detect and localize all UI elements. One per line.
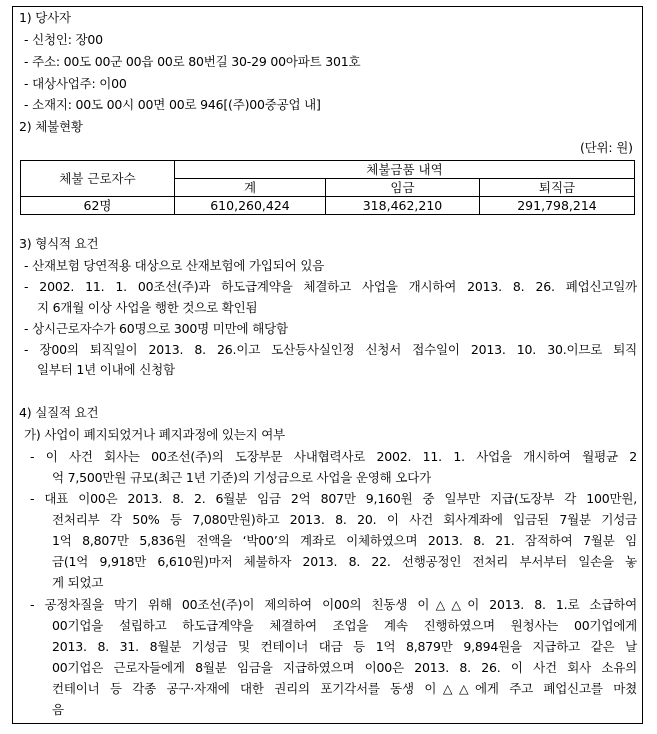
employer-line: - 대상사업주: 이00 [24, 76, 127, 91]
substantive-p3-line-6: 음 [52, 702, 64, 717]
substantive-p3-line-4: 00기업은 근로자들에게 8월분 임금을 지급하였으며 이00은 2013. 8. 26. 이 사건 회사 소유의 [52, 660, 637, 675]
substantive-p3-line-3: 2013. 8. 31. 8월분 기성금 및 컨테이너 대금 등 1억 8,879만 9,894원을 지급하고 같은 날 [52, 639, 637, 654]
unpaid-wages-table [20, 160, 635, 215]
section-3-heading: 3) 형식적 요건 [19, 236, 99, 251]
table-row [21, 197, 635, 215]
unit-label: (단위: 원) [580, 140, 633, 155]
header-severance: 퇴직금 [480, 179, 635, 197]
formal-bullet-4-line-2: 일부터 1년 이내에 신청함 [37, 362, 175, 377]
formal-bullet-4-line-1: - 장00의 퇴직일이 2013. 8. 26.이고 도산등사실인정 신청서 접수일이 2013. 10. 30.이므로 퇴직 [24, 342, 637, 357]
formal-bullet-3: - 상시근로자수가 60명으로 300명 미만에 해당함 [24, 321, 288, 336]
substantive-p2-line-3: 1억 8,807만 5,836원 전액을 ‘박00’의 계좌로 이체하였으며 2013. 8. 21. 잠적하여 7월분 임 [52, 533, 637, 548]
header-unpaid-details: 체불금품 내역 [175, 161, 635, 179]
substantive-p1-line-2: 억 7,500만원 규모(최근 1년 기준)의 기성금으로 사업을 운영해 오다가 [52, 470, 431, 485]
cell-wage: 318,462,210 [326, 197, 480, 215]
subsection-a-heading: 가) 사업이 폐지되었거나 폐지과정에 있는지 여부 [24, 427, 286, 442]
substantive-p2-line-4: 금(1억 9,918만 6,610원)마저 체불하자 2013. 8. 22. 선행공정인 전처리 부서부터 일손을 놓 [52, 554, 637, 569]
substantive-p1-line-1: - 이 사건 회사는 00조선(주)의 도장부문 사내협력사로 2002. 11. 1. 사업을 개시하여 월평균 2 [30, 449, 637, 464]
header-total: 계 [175, 179, 326, 197]
header-wage: 임금 [326, 179, 480, 197]
cell-total: 610,260,424 [175, 197, 326, 215]
cell-severance: 291,798,214 [480, 197, 635, 215]
substantive-p2-line-1: - 대표 이00은 2013. 8. 2. 6월분 임금 2억 807만 9,160원 중 일부만 지급(도장부 각 100만원, [30, 491, 637, 506]
formal-bullet-1: - 산재보험 당연적용 대상으로 산재보험에 가입되어 있음 [24, 258, 325, 273]
cell-workers: 62명 [21, 197, 175, 215]
substantive-p3-line-2: 00기업을 설립하고 하도급계약을 체결하여 조업을 계속 진행하였으며 원청사는 00기업에게 [52, 618, 637, 633]
section-2-heading: 2) 체불현황 [19, 119, 83, 134]
substantive-p2-line-5: 게 되었고 [52, 575, 104, 590]
section-1-heading: 1) 당사자 [19, 10, 71, 25]
location-line: - 소재지: 00도 00시 00면 00로 946[(주)00중공업 내] [24, 97, 321, 112]
substantive-p2-line-2: 전처리부 각 50% 등 7,080만원)하고 2013. 8. 20. 이 사건 회사계좌에 입금된 7월분 기성금 [52, 512, 637, 527]
address-line: - 주소: 00도 00군 00읍 00로 80번길 30-29 00아파트 301호 [24, 54, 361, 69]
substantive-p3-line-1: - 공정차질을 막기 위해 00조선(주)이 제의하여 이00의 친동생 이△△이 2013. 8. 1.로 소급하여 [30, 597, 637, 612]
formal-bullet-2-line-2: 지 6개월 이상 사업을 행한 것으로 확인됨 [37, 300, 258, 315]
formal-bullet-2-line-1: - 2002. 11. 1. 00조선(주)과 하도급계약을 체결하고 사업을 개시하여 2013. 8. 26. 폐업신고일까 [24, 279, 637, 294]
header-workers: 체불 근로자수 [21, 161, 175, 197]
substantive-p3-line-5: 컨테이너 등 각종 공구·자재에 대한 권리의 포기각서를 동생 이△△에게 주고 폐업신고를 마쳤 [52, 681, 637, 696]
applicant-line: - 신청인: 장00 [24, 32, 103, 47]
section-4-heading: 4) 실질적 요건 [19, 405, 99, 420]
